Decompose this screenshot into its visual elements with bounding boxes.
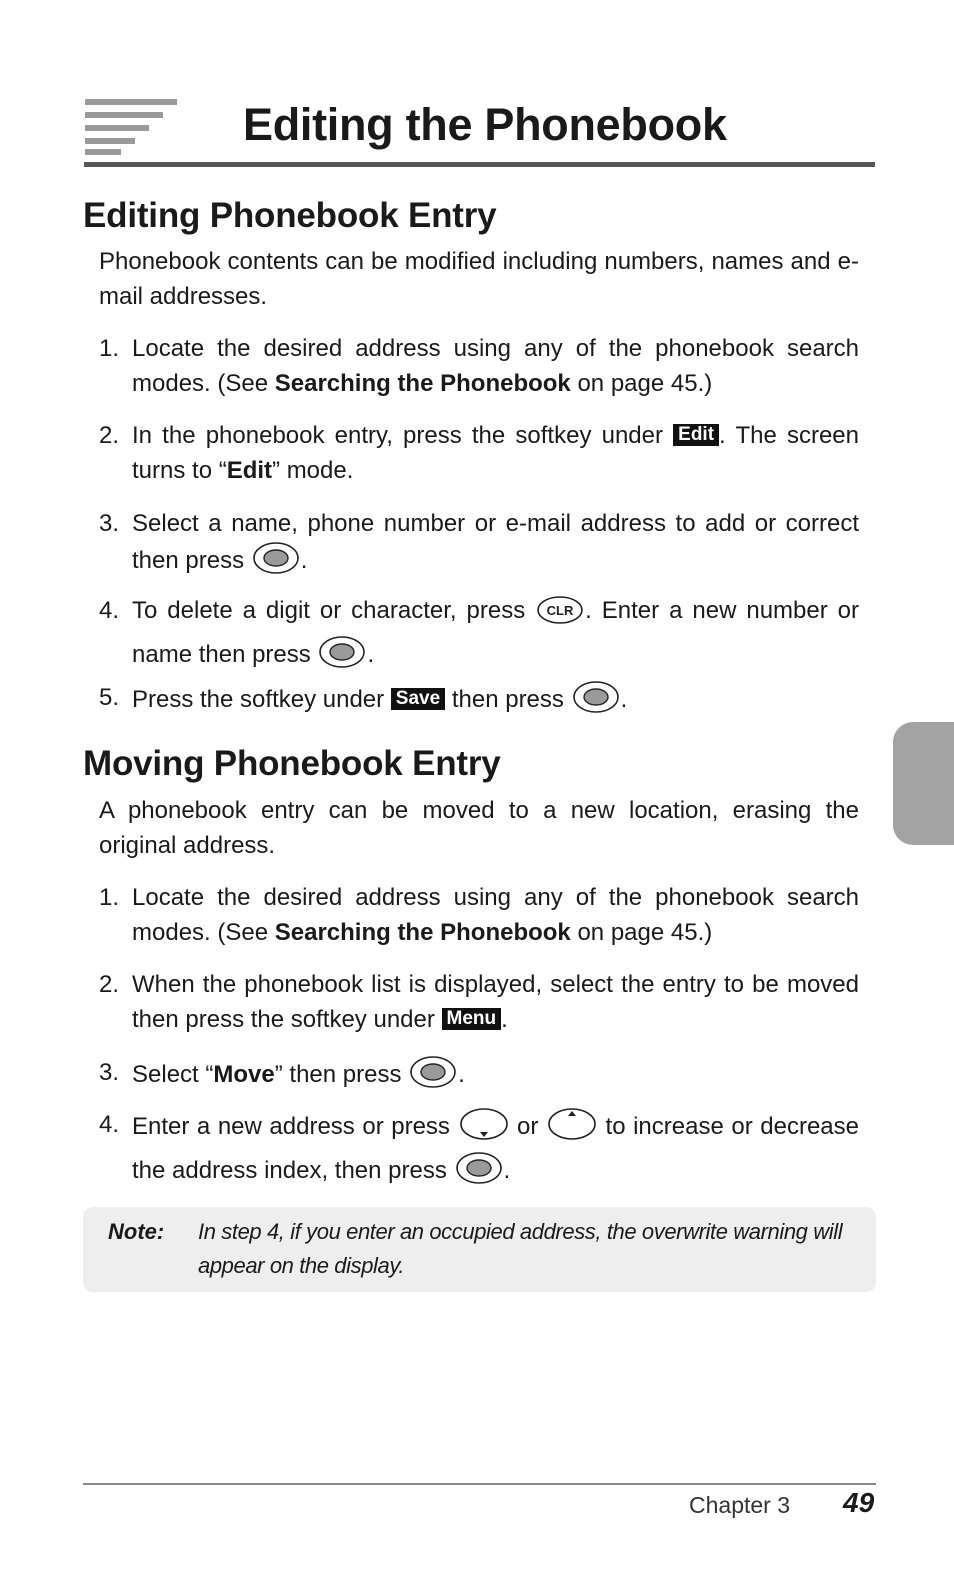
ok-key-icon [455, 1151, 503, 1195]
section-intro-editing: Phonebook contents can be modified including numbers, names and e-mail addresses. [99, 248, 859, 310]
page-title: Editing the Phonebook [243, 99, 727, 150]
ok-key-icon [572, 680, 620, 724]
clr-key-icon [536, 595, 584, 635]
softkey-label-save: Save [391, 688, 445, 710]
list-item: 1. Locate the desired address using any of the phonebook search modes. (See Searching the Phonebook on page 45.) [99, 880, 859, 950]
note-label: Note: [108, 1219, 165, 1244]
step-number: 1. [99, 335, 120, 362]
list-item: 2. In the phonebook entry, press the softkey under Edit . The screen turns to “Edit” mode. [99, 418, 859, 488]
list-item: 5. Press the softkey under Save then press . [99, 680, 859, 724]
step-number: 2. [99, 971, 120, 998]
step-number: 2. [99, 422, 120, 449]
down-key-icon [459, 1107, 509, 1151]
list-item: 2. When the phonebook list is displayed, select the entry to be moved then press the softkey under Menu . [99, 967, 859, 1037]
list-item: 4. To delete a digit or character, press CLR . Enter a new number or name then press . [99, 593, 859, 679]
step-number: 3. [99, 1059, 120, 1086]
section-heading-moving: Moving Phonebook Entry [83, 744, 501, 783]
ok-key-icon [318, 635, 366, 679]
list-item: 4. Enter a new address or press or to increase or decrease the address index, then press . [99, 1107, 859, 1195]
footer-rule [83, 1483, 876, 1485]
note-text: In step 4, if you enter an occupied address, the overwrite warning will appear on the display. [198, 1219, 843, 1278]
list-item: 3. Select “Move” then press . [99, 1055, 859, 1099]
ok-key-icon [252, 541, 300, 585]
title-rule [84, 162, 875, 167]
step-number: 5. [99, 684, 120, 711]
step-number: 1. [99, 884, 120, 911]
step-number: 4. [99, 1111, 120, 1138]
step-number: 3. [99, 510, 120, 537]
section-intro-moving: A phonebook entry can be moved to a new location, erasing the original address. [99, 797, 859, 859]
chapter-tab [893, 722, 954, 845]
list-item: 3. Select a name, phone number or e-mail address to add or correct then press . [99, 506, 859, 585]
header-stripes-icon [85, 99, 180, 157]
up-key-icon [547, 1107, 597, 1151]
page-number: 49 [843, 1487, 875, 1518]
step-number: 4. [99, 597, 120, 624]
ok-key-icon [409, 1055, 457, 1099]
softkey-label-menu: Menu [442, 1008, 502, 1030]
svg-text:CLR: CLR [546, 603, 574, 618]
list-item: 1. Locate the desired address using any of the phonebook search modes. (See Searching the Phonebook on page 45.) [99, 331, 859, 401]
softkey-label-edit: Edit [673, 424, 719, 446]
section-heading-editing: Editing Phonebook Entry [83, 196, 497, 235]
footer-chapter: Chapter 3 [689, 1492, 791, 1518]
